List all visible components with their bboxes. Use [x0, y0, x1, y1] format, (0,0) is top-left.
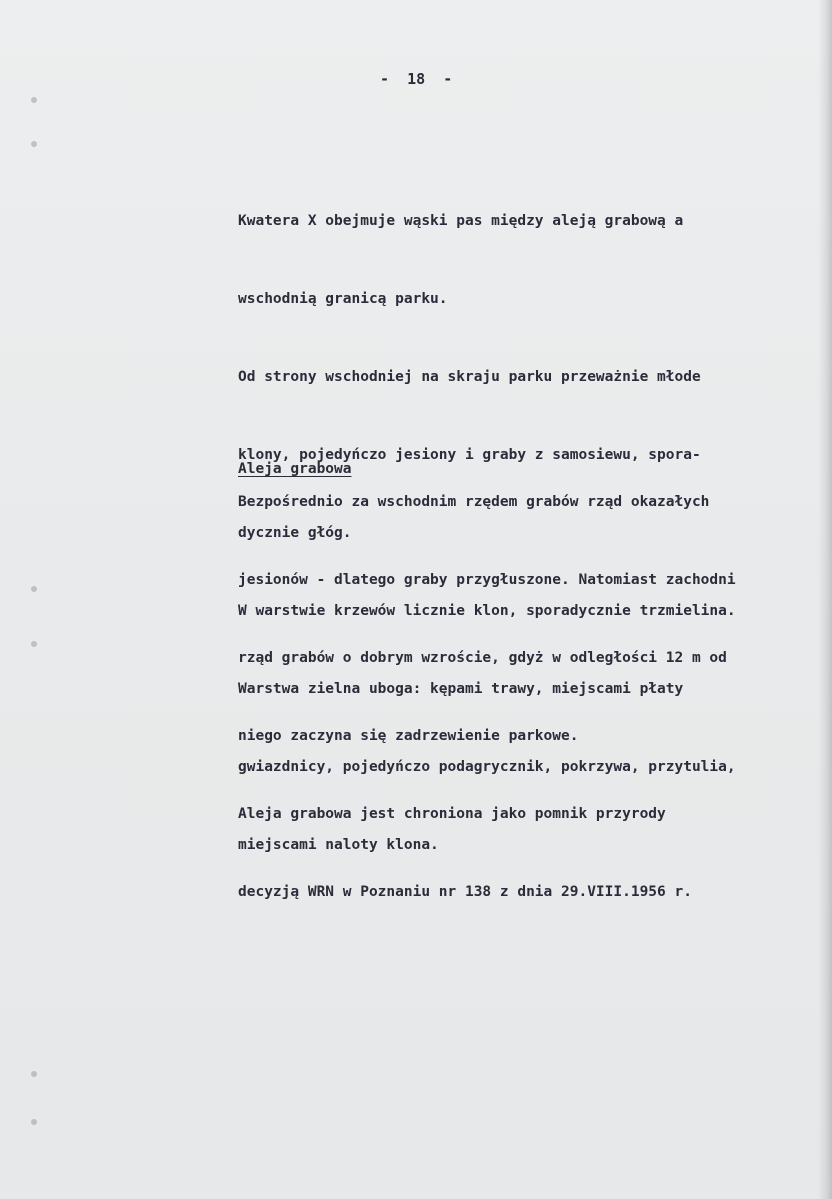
text-line: Warstwa zielna uboga: kępami trawy, miejscami płaty: [238, 681, 684, 697]
punch-hole-mark: [31, 1119, 37, 1125]
text-line: dycznie głóg.: [238, 525, 352, 541]
punch-hole-mark: [31, 141, 37, 147]
text-line: Aleja grabowa jest chroniona jako pomnik przyrody: [238, 806, 666, 822]
paragraph-aleja-grabowa: [238, 437, 736, 957]
text-line: Od strony wschodniej na skraju parku przeważnie młode: [238, 369, 701, 385]
text-line: Kwatera X obejmuje wąski pas między aleją grabową a: [238, 213, 684, 229]
page-number: - 18 -: [380, 70, 453, 88]
punch-hole-mark: [31, 586, 37, 592]
text-line: wschodnią granicą parku.: [238, 291, 448, 307]
text-line: W warstwie krzewów licznie klon, sporadycznie trzmielina.: [238, 603, 736, 619]
text-line: niego zaczyna się zadrzewienie parkowe.: [238, 728, 579, 744]
page-edge-shadow: [818, 0, 832, 1199]
text-line: jesionów - dlatego graby przygłuszone. Natomiast zachodni: [238, 572, 736, 588]
text-line: gwiazdnicy, pojedyńczo podagrycznik, pokrzywa, przytulia,: [238, 759, 736, 775]
punch-hole-mark: [31, 97, 37, 103]
text-line: Bezpośrednio za wschodnim rzędem grabów rząd okazałych: [238, 494, 710, 510]
text-line: decyzją WRN w Poznaniu nr 138 z dnia 29.VIII.1956 r.: [238, 884, 692, 900]
heading-aleja-grabowa: Aleja grabowa: [238, 461, 352, 477]
punch-hole-mark: [31, 641, 37, 647]
text-line: klony, pojedyńczo jesiony i graby z samosiewu, spora-: [238, 447, 701, 463]
text-line: rząd grabów o dobrym wzroście, gdyż w odległości 12 m od: [238, 650, 727, 666]
text-line: miejscami naloty klona.: [238, 837, 439, 853]
punch-hole-mark: [31, 1071, 37, 1077]
